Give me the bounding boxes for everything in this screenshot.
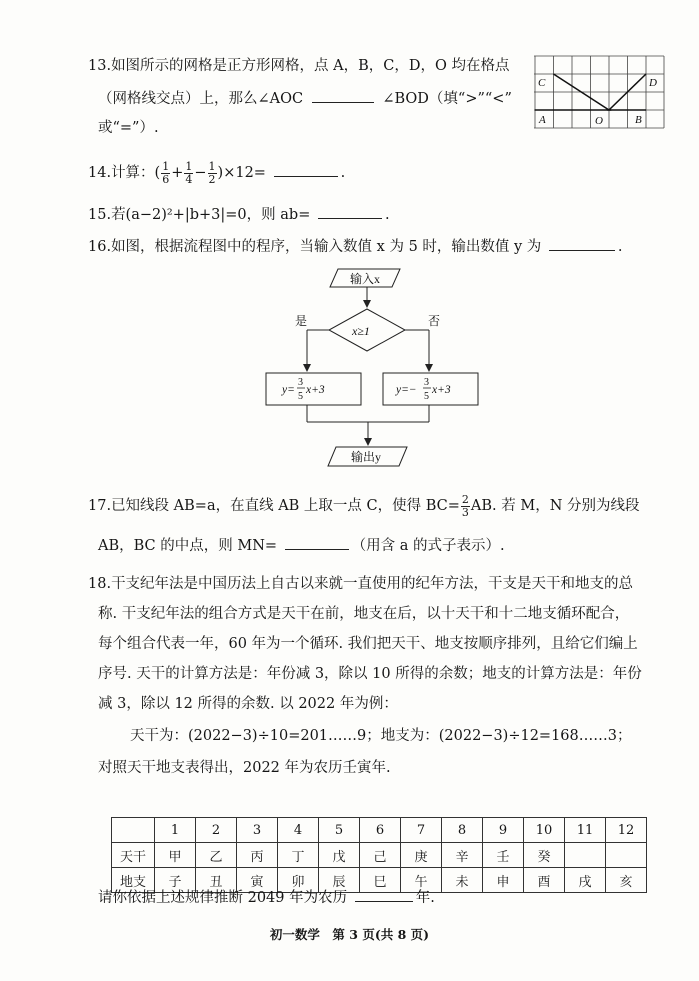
- q14-frac2: [184, 161, 193, 186]
- page-footer: 初一数学 第 3 页(共 8 页): [269, 927, 430, 942]
- q13-label-a: A: [539, 114, 546, 126]
- q17-number: 17.: [88, 498, 112, 514]
- table-cell: 卯: [278, 868, 319, 893]
- table-cell: 乙: [196, 843, 237, 868]
- flow-input-text: 输入x: [350, 272, 381, 286]
- flow-left-frac-den: 5: [298, 391, 303, 402]
- q13-label-b: B: [635, 114, 642, 126]
- q14-line: [88, 158, 345, 188]
- q18-example: [130, 726, 631, 746]
- q18-line1: [88, 574, 633, 594]
- table-cell: 壬: [483, 843, 524, 868]
- q13-text2-pre: （网格线交点）上，那么∠AOC: [98, 91, 304, 107]
- table-cell: 未: [442, 868, 483, 893]
- table-header-row: [112, 818, 647, 843]
- q18-question-pre: 请你依据上述规律推断 2049 年为农历: [98, 890, 348, 906]
- q13-label-c: C: [538, 77, 546, 89]
- table-number: 12: [606, 818, 647, 843]
- q14-answer-blank[interactable]: [274, 162, 338, 177]
- table-number: 3: [237, 818, 278, 843]
- q15-number: 15.: [88, 207, 112, 223]
- q17-text1-pre: 已知线段 AB=a，在直线 AB 上取一点 C，使得 BC=: [111, 498, 460, 514]
- q18-conclusion: [98, 758, 391, 778]
- q18-question-post: 年.: [415, 890, 435, 906]
- flow-no-label: 否: [428, 314, 441, 328]
- q14-frac3-num: 1: [208, 159, 216, 173]
- flow-right-pre: y=−: [396, 384, 417, 396]
- q14-frac3: [208, 161, 217, 186]
- q15-end: .: [384, 207, 390, 223]
- q17-text2-post: （用含 a 的式子表示）.: [351, 538, 505, 554]
- q13-line3: [98, 118, 159, 138]
- q15-answer-blank[interactable]: [318, 204, 382, 219]
- q17-frac: [461, 494, 470, 519]
- q17-text2-pre: AB，BC 的中点，则 MN=: [98, 538, 278, 554]
- table-cell: 戊: [319, 843, 360, 868]
- table-row-label: 天干: [112, 843, 155, 868]
- q17-answer-blank[interactable]: [285, 535, 349, 550]
- table-number: 7: [401, 818, 442, 843]
- q16-end: .: [617, 239, 623, 255]
- table-cell: 丑: [196, 868, 237, 893]
- q14-number: 14.: [88, 165, 112, 181]
- q18-line3: [98, 634, 638, 654]
- q14-minus: −: [194, 165, 207, 181]
- table-number: 5: [319, 818, 360, 843]
- table-number: 6: [360, 818, 401, 843]
- q18-conclusion-text: 对照天干地支表得出，2022 年为农历壬寅年.: [98, 760, 391, 776]
- q16-answer-blank[interactable]: [549, 236, 615, 251]
- q18-line4: [98, 664, 642, 684]
- table-cell: 寅: [237, 868, 278, 893]
- table-cell: 丙: [237, 843, 278, 868]
- q15-text: 若(a−2)²+|b+3|=0，则 ab=: [111, 207, 311, 223]
- q17-text1-post: AB. 若 M，N 分别为线段: [470, 498, 640, 514]
- q15-line: [88, 204, 390, 225]
- table-number: 8: [442, 818, 483, 843]
- table-number: 9: [483, 818, 524, 843]
- q14-frac2-num: 1: [185, 159, 193, 173]
- table-cell: 辰: [319, 868, 360, 893]
- table-cell: 己: [360, 843, 401, 868]
- q18-text-line3: 每个组合代表一年，60 年为一个循环. 我们把天干、地支按顺序排列，且给它们编上: [98, 636, 638, 652]
- q14-plus: +: [171, 165, 184, 181]
- q18-text-line4: 序号. 天干的计算方法是：年份减 3，除以 10 所得的余数；地支的计算方法是：年份: [98, 666, 642, 682]
- q17-line1: [88, 491, 640, 521]
- q18-line5: [98, 694, 398, 714]
- flow-right-post: x+3: [432, 384, 451, 396]
- table-number: 4: [278, 818, 319, 843]
- q14-post: )×12=: [217, 165, 266, 181]
- q18-answer-blank[interactable]: [355, 887, 413, 902]
- table-cell: 丁: [278, 843, 319, 868]
- q13-label-o: O: [595, 115, 603, 127]
- q14-pre: 计算：(: [111, 165, 161, 181]
- flow-condition-text: x≥1: [352, 324, 370, 338]
- q13-grid-figure: [534, 55, 666, 130]
- q18-question: [98, 887, 435, 908]
- table-cell: 申: [483, 868, 524, 893]
- flow-left-pre: y=: [282, 384, 295, 396]
- q13-number: 13.: [88, 58, 112, 74]
- table-cell: 亥: [606, 868, 647, 893]
- q14-frac1: [161, 161, 170, 186]
- q16-number: 16.: [88, 239, 112, 255]
- q18-text-line5: 减 3，除以 12 所得的余数. 以 2022 年为例：: [98, 696, 398, 712]
- table-cell: 酉: [524, 868, 565, 893]
- flow-yes-label: 是: [295, 314, 308, 328]
- table-cell: 辛: [442, 843, 483, 868]
- flow-right-frac-num: 3: [424, 377, 429, 388]
- q13-text2-mid: ∠BOD（填“>”“<”: [382, 91, 512, 107]
- table-cell: [606, 843, 647, 868]
- table-number: 2: [196, 818, 237, 843]
- q18-line2: [98, 604, 629, 624]
- q18-number: 18.: [88, 576, 112, 592]
- table-cell: 午: [401, 868, 442, 893]
- q17-line2: [98, 535, 505, 556]
- table-number: 1: [155, 818, 196, 843]
- table-corner: [112, 818, 155, 843]
- table-cell: 子: [155, 868, 196, 893]
- q14-frac3-den: 2: [208, 172, 216, 186]
- flow-right-frac-den: 5: [424, 391, 429, 402]
- q14-end: .: [340, 165, 346, 181]
- q13-answer-blank[interactable]: [312, 88, 374, 103]
- q18-example-text: 天干为：(2022−3)÷10=201……9；地支为：(2022−3)÷12=168……3；: [130, 728, 632, 744]
- table-number: 10: [524, 818, 565, 843]
- q16-text: 如图，根据流程图中的程序，当输入数值 x 为 5 时，输出数值 y 为: [111, 239, 542, 255]
- q16-flowchart: [260, 262, 480, 474]
- q17-frac-num: 2: [461, 492, 469, 506]
- q13-text3: 或“=”）.: [98, 120, 159, 136]
- q13-line1: [88, 56, 510, 76]
- table-row-tiangan: [112, 843, 647, 868]
- q18-text-line2: 称. 干支纪年法的组合方式是天干在前，地支在后，以十天干和十二地支循环配合，: [98, 606, 630, 622]
- q16-line: [88, 236, 623, 257]
- table-number: 11: [565, 818, 606, 843]
- q13-line2: [98, 88, 512, 109]
- q14-frac1-den: 6: [162, 172, 170, 186]
- q17-frac-den: 3: [461, 505, 469, 519]
- q14-frac1-num: 1: [162, 159, 170, 173]
- flow-output-text: 输出y: [351, 450, 382, 464]
- q13-text1: 如图所示的网格是正方形网格，点 A，B，C，D，O 均在格点: [111, 58, 510, 74]
- table-cell: 庚: [401, 843, 442, 868]
- table-cell: 巳: [360, 868, 401, 893]
- q14-frac2-den: 4: [185, 172, 193, 186]
- ganzhi-table: [111, 817, 647, 893]
- table-cell: 戌: [565, 868, 606, 893]
- table-row-label: 地支: [112, 868, 155, 893]
- flow-left-post: x+3: [306, 384, 325, 396]
- table-cell: 甲: [155, 843, 196, 868]
- flow-left-frac-num: 3: [298, 377, 303, 388]
- table-cell: [565, 843, 606, 868]
- table-cell: 癸: [524, 843, 565, 868]
- q18-text-line1: 干支纪年法是中国历法上自古以来就一直使用的纪年方法，干支是天干和地支的总: [111, 576, 634, 592]
- q13-label-d: D: [649, 77, 657, 89]
